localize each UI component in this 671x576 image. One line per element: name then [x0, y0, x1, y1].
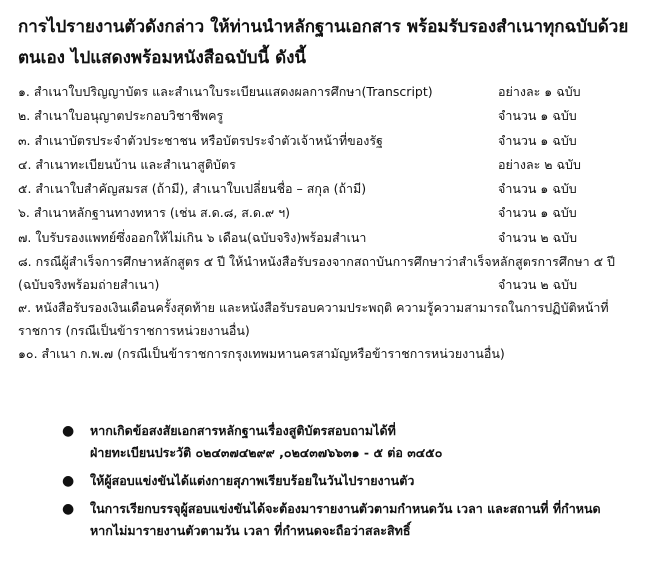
item-text: ๕. สำเนาใบสำคัญสมรส (ถ้ามี), สำเนาใบเปลี่ยนชื่อ – สกุล (ถ้ามี) [18, 181, 367, 197]
item-text: ๑๐. สำเนา ก.พ.๗ (กรณีเป็นข้าราชการกรุงเทพมหานครสามัญหรือข้าราชการหน่วยงานอื่น) [18, 346, 505, 362]
item-text: ๖. สำเนาหลักฐานทางทหาร (เช่น ส.ด.๘, ส.ด.๙ ฯ) [18, 205, 290, 221]
item-text: ๒. สำเนาใบอนุญาตประกอบวิชาชีพครู [18, 108, 224, 124]
item-text: ๑. สำเนาใบปริญญาบัตร และสำเนาใบระเบียนแสดงผลการศึกษา(Transcript) [18, 84, 433, 99]
item-text: ๘. กรณีผู้สำเร็จการศึกษาหลักสูตร ๕ ปี ให้นำหนังสือรับรองจากสถาบันการศึกษาว่าสำเร็จหลักสูตรการศึกษา ๕ ปี [18, 254, 615, 270]
list-item [18, 201, 663, 225]
list-item [18, 177, 663, 201]
bullet-icon: ● [62, 473, 75, 489]
item-text: ๙. หนังสือรับรองเงินเดือนครั้งสุดท้าย และหนังสือรับรอบความประพฤติ ความรู้ความสามารถในการปฏิบัติหน้าที่ [18, 300, 609, 316]
list-item [18, 342, 663, 365]
item-quantity: จำนวน ๒ ฉบับ [498, 229, 578, 245]
item-quantity: จำนวน ๒ ฉบับ [498, 277, 578, 293]
note-text: หากเกิดข้อสงสัยเอกสารหลักฐานเรื่องสูติบัตรสอบถามได้ที่ [90, 423, 396, 438]
item-text: ๔. สำเนาทะเบียนบ้าน และสำเนาสูติบัตร [18, 156, 236, 172]
item-text-continued: ราชการ (กรณีเป็นข้าราชการหน่วยงานอื่น) [18, 323, 250, 339]
note-item [62, 420, 662, 464]
note-text-continued: ฝ่ายทะเบียนประวัติ ๐๒๔๓๗๔๒๙๙ ,๐๒๔๓๗๖๖๓๑ - ๕ ต่อ ๓๔๕๐ [90, 445, 443, 460]
item-quantity: จำนวน ๑ ฉบับ [498, 205, 577, 221]
bullet-icon: ● [62, 423, 75, 439]
note-text-continued: หากไม่มารายงานตัวตามวัน เวลา ที่กำหนดจะถือว่าสละสิทธิ์ [90, 523, 411, 538]
item-quantity: อย่างละ ๑ ฉบับ [498, 84, 581, 99]
heading-line-2: ตนเอง ไปแสดงพร้อมหนังสือฉบับนี้ ดังนี้ [18, 48, 307, 68]
note-text: ในการเรียกบรรจุผู้สอบแข่งขันได้จะต้องมารายงานตัวตามกำหนดวัน เวลา และสถานที่ ที่กำหนด [90, 501, 601, 516]
note-item [62, 470, 662, 492]
item-text-continued: (ฉบับจริงพร้อมถ่ายสำเนา) [18, 277, 160, 293]
notes-list [62, 420, 662, 548]
item-quantity: อย่างละ ๒ ฉบับ [498, 156, 581, 172]
item-text: ๗. ใบรับรองแพทย์ซึ่งออกให้ไม่เกิน ๖ เดือน(ฉบับจริง)พร้อมสำเนา [18, 229, 367, 245]
item-quantity: จำนวน ๑ ฉบับ [498, 108, 577, 124]
item-quantity: จำนวน ๑ ฉบับ [498, 181, 577, 197]
list-item [18, 80, 663, 104]
list-item [18, 153, 663, 177]
list-item [18, 296, 663, 342]
heading-line-1: การไปรายงานตัวดังกล่าว ให้ท่านนำหลักฐานเอกสาร พร้อมรับรองสำเนาทุกฉบับด้วย [18, 17, 629, 37]
item-quantity: จำนวน ๑ ฉบับ [498, 132, 577, 148]
bullet-icon: ● [62, 501, 75, 517]
list-item [18, 250, 663, 296]
item-text: ๓. สำเนาบัตรประจำตัวประชาชน หรือบัตรประจำตัวเจ้าหน้าที่ของรัฐ [18, 132, 383, 148]
note-item [62, 498, 662, 542]
document-heading [18, 12, 663, 74]
list-item [18, 226, 663, 250]
document-list [18, 80, 663, 365]
list-item [18, 129, 663, 153]
list-item [18, 104, 663, 128]
note-text: ให้ผู้สอบแข่งขันได้แต่งกายสุภาพเรียบร้อยในวันไปรายงานตัว [90, 473, 415, 488]
